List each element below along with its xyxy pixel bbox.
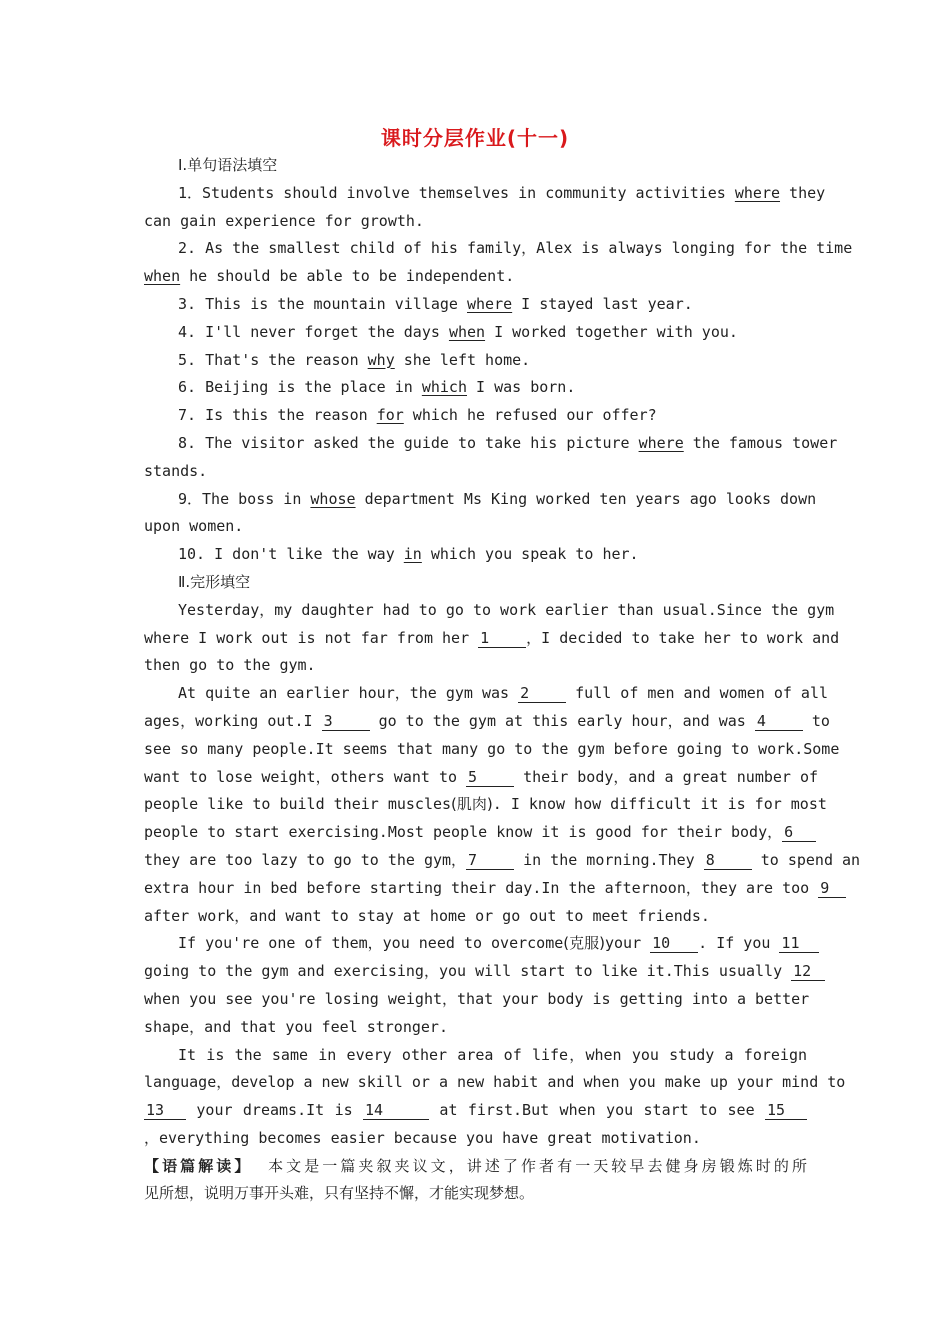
blank-9: 9 <box>818 879 846 898</box>
passage-line: they are too lazy to go to the gym， 7 in the morning.They 8 to spend an <box>144 850 861 869</box>
question-text: she left home. <box>394 350 531 369</box>
question-text: the famous tower <box>683 433 838 452</box>
passage-line: when you see you're losing weight，that your body is getting into a better <box>144 989 810 1008</box>
question-text: That's the reason <box>205 350 368 369</box>
analysis-line: 见所想，说明万事开头难，只有坚持不懈，才能实现梦想。 <box>144 1184 535 1203</box>
question-text: Beijing is the place in <box>205 378 422 397</box>
blank-8: 8 <box>704 851 752 870</box>
question-8-cont: stands. <box>144 461 208 480</box>
analysis-line <box>144 1153 807 1181</box>
question-text: Students should involve themselves in community activities <box>202 183 735 202</box>
answer: when <box>144 267 181 286</box>
question-text: which he refused our offer? <box>403 406 657 425</box>
answer: where <box>467 294 513 313</box>
blank-3: 3 <box>322 712 370 731</box>
answer: for <box>376 406 404 425</box>
passage-line: people to start exercising.Most people know it is good for their body， 6 <box>144 819 807 847</box>
blank-12: 12 <box>791 962 825 981</box>
passage-line: ages，working out.I 3 go to the gym at this early hour，and was 4 to <box>144 711 830 730</box>
question-text: I worked together with you. <box>485 322 738 341</box>
question-5 <box>144 347 807 375</box>
passage-line: 13 your dreams.It is 14 at first.But when you start to see 15 <box>144 1097 807 1125</box>
blank-1: 1 <box>478 629 526 648</box>
section-heading: Ⅰ.单句语法填空 <box>178 156 278 174</box>
question-number: 9． <box>178 489 203 508</box>
blank-6: 6 <box>782 823 816 842</box>
question-number: 7. <box>178 406 197 425</box>
question-number: 1． <box>178 183 203 202</box>
blank-11: 11 <box>779 934 819 953</box>
question-text: Is this the reason <box>205 406 377 425</box>
question-text: I stayed last year. <box>512 294 693 313</box>
answer: when <box>448 322 486 341</box>
passage-line: It is the same in every other area of life，when you study a foreign <box>178 1045 807 1064</box>
passage-line: going to the gym and exercising，you will start to like it.This usually 12 <box>144 958 807 986</box>
blank-2: 2 <box>518 684 566 703</box>
passage-line: people like to build their muscles(肌肉). I know how difficult it is for most <box>144 795 827 814</box>
section-heading: Ⅱ.完形填空 <box>178 572 251 591</box>
blank-13: 13 <box>144 1101 186 1120</box>
document-body <box>144 152 861 1208</box>
question-6 <box>144 374 807 402</box>
question-number: 6. <box>178 378 197 397</box>
question-2 <box>144 235 853 263</box>
question-7 <box>144 402 807 430</box>
passage-line: extra hour in bed before starting their day.In the afternoon，they are too 9 <box>144 875 807 903</box>
question-number: 3. <box>178 294 197 313</box>
passage-line: If you're one of them，you need to overcome(克服)your 10 . If you 11 <box>144 930 807 958</box>
passage-line: ，everything becomes easier because you have great motivation. <box>144 1128 701 1147</box>
question-number: 2. <box>178 239 197 258</box>
answer: which <box>421 378 467 397</box>
question-9-cont: upon women. <box>144 517 244 536</box>
passage-line: see so many people.It seems that many go to the gym before going to work.Some <box>144 739 840 758</box>
question-text: which you speak to her. <box>421 545 639 564</box>
question-text: I don't like the way <box>214 545 404 564</box>
question-8 <box>144 430 838 458</box>
question-text: The boss in <box>202 489 311 508</box>
question-text: they <box>780 183 826 202</box>
passage-line: Yesterday，my daughter had to go to work earlier than usual.Since the gym <box>178 600 835 619</box>
blank-14: 14 <box>363 1101 429 1120</box>
question-text: department Ms King worked ten years ago looks down <box>355 489 817 508</box>
passage-line: want to lose weight，others want to 5 their body，and a great number of <box>144 767 819 786</box>
answer: whose <box>310 489 356 508</box>
question-text: I'll never forget the days <box>205 322 449 341</box>
question-number: 8. <box>178 433 197 452</box>
question-text: This is the mountain village <box>205 294 467 313</box>
passage-line: language，develop a new skill or a new habit and when you make up your mind to <box>144 1073 846 1092</box>
blank-5: 5 <box>466 768 514 787</box>
question-number: 4. <box>178 322 197 341</box>
question-1 <box>144 180 826 208</box>
answer: why <box>367 350 395 369</box>
answer: where <box>638 433 684 452</box>
question-2-cont <box>144 263 807 291</box>
passage-line: At quite an earlier hour，the gym was 2 full of men and women of all <box>178 684 829 703</box>
question-text: The visitor asked the guide to take his picture <box>205 433 639 452</box>
page-title: 课时分层作业(十一) <box>380 126 570 150</box>
question-text: I was born. <box>467 378 576 397</box>
blank-10: 10 <box>650 934 698 953</box>
question-10 <box>144 541 807 569</box>
answer: in <box>403 545 422 564</box>
analysis-text: 本文是一篇夹叙夹议文，讲述了作者有一天较早去健身房锻炼时的所 <box>268 1156 807 1175</box>
passage-line: after work，and want to stay at home or go out to meet friends. <box>144 906 710 925</box>
blank-7: 7 <box>466 851 514 870</box>
analysis-label: 【语篇解读】 <box>144 1156 253 1175</box>
question-3 <box>144 291 807 319</box>
passage-line: then go to the gym. <box>144 656 316 675</box>
passage-line: shape，and that you feel stronger. <box>144 1017 448 1036</box>
question-number: 10. <box>178 545 206 564</box>
question-4 <box>144 319 807 347</box>
answer: where <box>734 183 781 202</box>
question-text: As the smallest child of his family，Alex is always longing for the time <box>205 239 853 258</box>
question-number: 5. <box>178 350 197 369</box>
question-9 <box>144 486 817 514</box>
blank-4: 4 <box>755 712 803 731</box>
question-1-cont: can gain experience for growth. <box>144 211 424 230</box>
passage-line: where I work out is not far from her 1 ，I decided to take her to work and <box>144 628 840 647</box>
blank-15: 15 <box>765 1101 807 1120</box>
question-text: he should be able to be independent. <box>180 267 515 286</box>
